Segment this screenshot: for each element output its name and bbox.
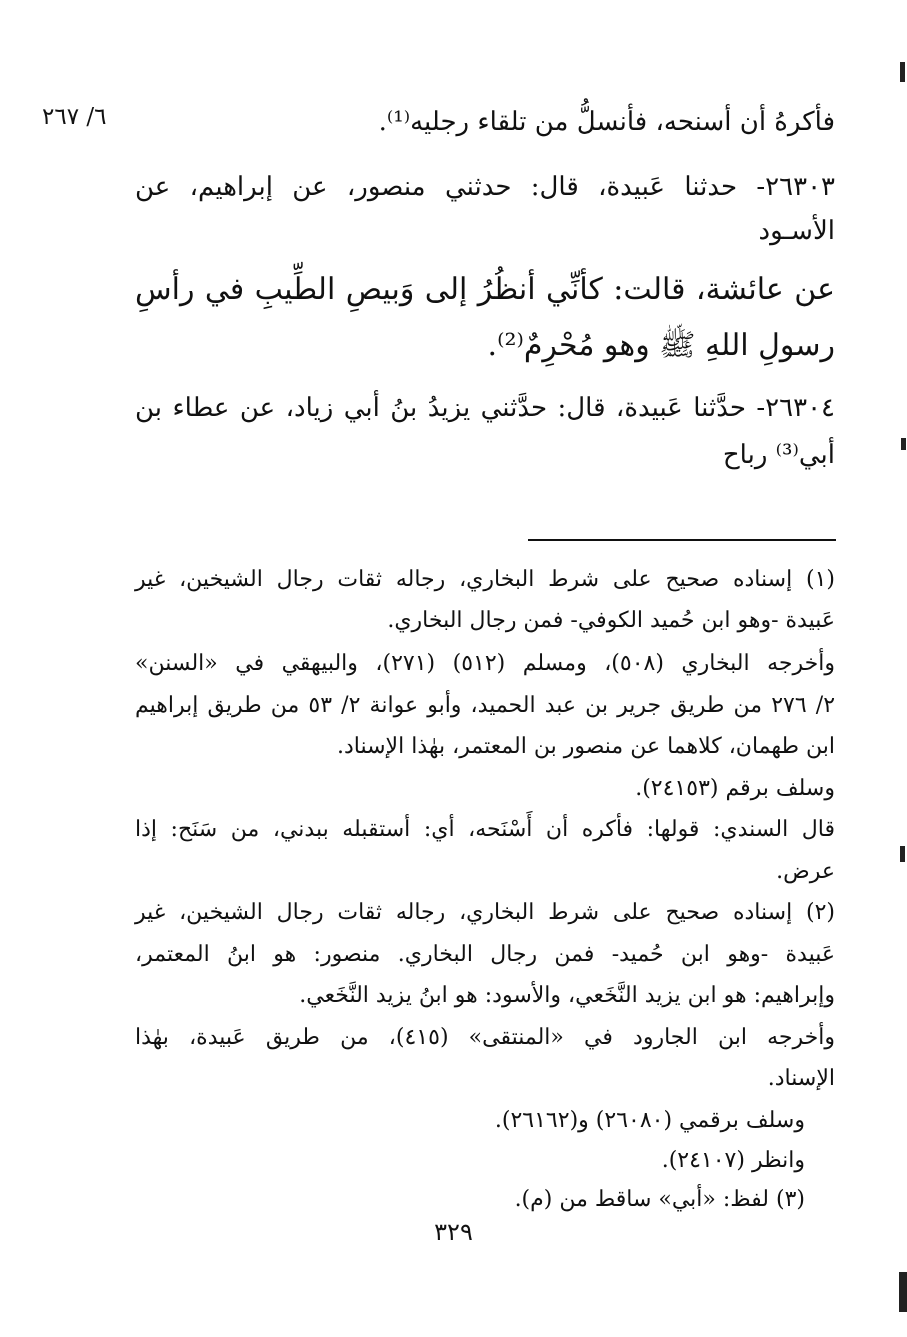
scan-edge-mark [900, 846, 905, 862]
footnote-line: وسلف برقم (٢٤١٥٣). [635, 776, 835, 801]
footnote-line: (٢) إسناده صحيح على شرط البخاري، رجاله ثقات رجال الشيخين، غير [135, 900, 835, 925]
footnote-line: قال السندي: قولها: فأكره أن أَسْنَحه، أي: أستقبله ببدني، من سَنَح: إذا [135, 817, 835, 842]
footnote-line: وانظر (٢٤١٠٧). [661, 1148, 805, 1173]
footnote-line: عرض. [776, 859, 835, 884]
volume-page-reference: ٦/ ٢٦٧ [42, 104, 107, 130]
footnote-line: (١) إسناده صحيح على شرط البخاري، رجاله ثقات رجال الشيخين، غير [135, 567, 835, 592]
body-line: أبي⁽³⁾ رباح [722, 440, 835, 470]
footnote-line: ابن طهمان، كلاهما عن منصور بن المعتمر، بهٰذا الإسناد. [336, 734, 835, 759]
body-line: الأسـود [758, 216, 835, 246]
page-number: ٣٢٩ [434, 1218, 473, 1246]
footnote-line: (٣) لفظ: «أبي» ساقط من (م). [514, 1187, 805, 1212]
footnote-line: وأخرجه البخاري (٥٠٨)، ومسلم (٥١٢) (٢٧١)، والبيهقي في «السنن» [135, 651, 835, 676]
scan-edge-mark [900, 62, 905, 82]
footnote-line: ٢/ ٢٧٦ من طريق جرير بن عبد الحميد، وأبو عوانة ٢/ ٥٣ من طريق إبراهيم [135, 693, 836, 718]
footnote-line: وسلف برقمي (٢٦٠٨٠) و(٢٦١٦٢). [494, 1108, 805, 1133]
footnote-line: عَبيدة -وهو ابن حُميد- فمن رجال البخاري. منصور: هو ابنُ المعتمر، [135, 942, 835, 967]
hadith-matn-line: رسولِ اللهِ ﷺ وهو مُحْرِمٌ⁽²⁾. [487, 328, 835, 363]
scan-edge-mark [899, 1272, 907, 1312]
footnote-line: عَبيدة -وهو ابن حُميد الكوفي- فمن رجال البخاري. [387, 608, 835, 633]
footnote-line: وأخرجه ابن الجارود في «المنتقى» (٤١٥)، من طريق عَبيدة، بهٰذا [135, 1025, 835, 1050]
body-line: فأكرهُ أن أسنحه، فأنسلُّ من تلقاء رجليه⁽¹⁾. [378, 107, 835, 137]
hadith-isnad-line: ٢٦٣٠٤- حدَّثنا عَبيدة، قال: حدَّثني يزيدُ بنُ أبي زياد، عن عطاء بن [135, 393, 835, 423]
footnote-separator [528, 539, 836, 541]
hadith-isnad-line: ٢٦٣٠٣- حدثنا عَبيدة، قال: حدثني منصور، عن إبراهيم، عن [135, 172, 835, 202]
footnote-line: الإسناد. [767, 1066, 835, 1091]
hadith-matn-line: عن عائشة، قالت: كأنِّي أنظُرُ إلى وَبيصِ الطِّيبِ في رأسِ [135, 272, 835, 307]
footnote-line: وإبراهيم: هو ابن يزيد النَّخَعي، والأسود: هو ابنُ يزيد النَّخَعي. [299, 983, 835, 1008]
scan-edge-mark [901, 438, 906, 450]
